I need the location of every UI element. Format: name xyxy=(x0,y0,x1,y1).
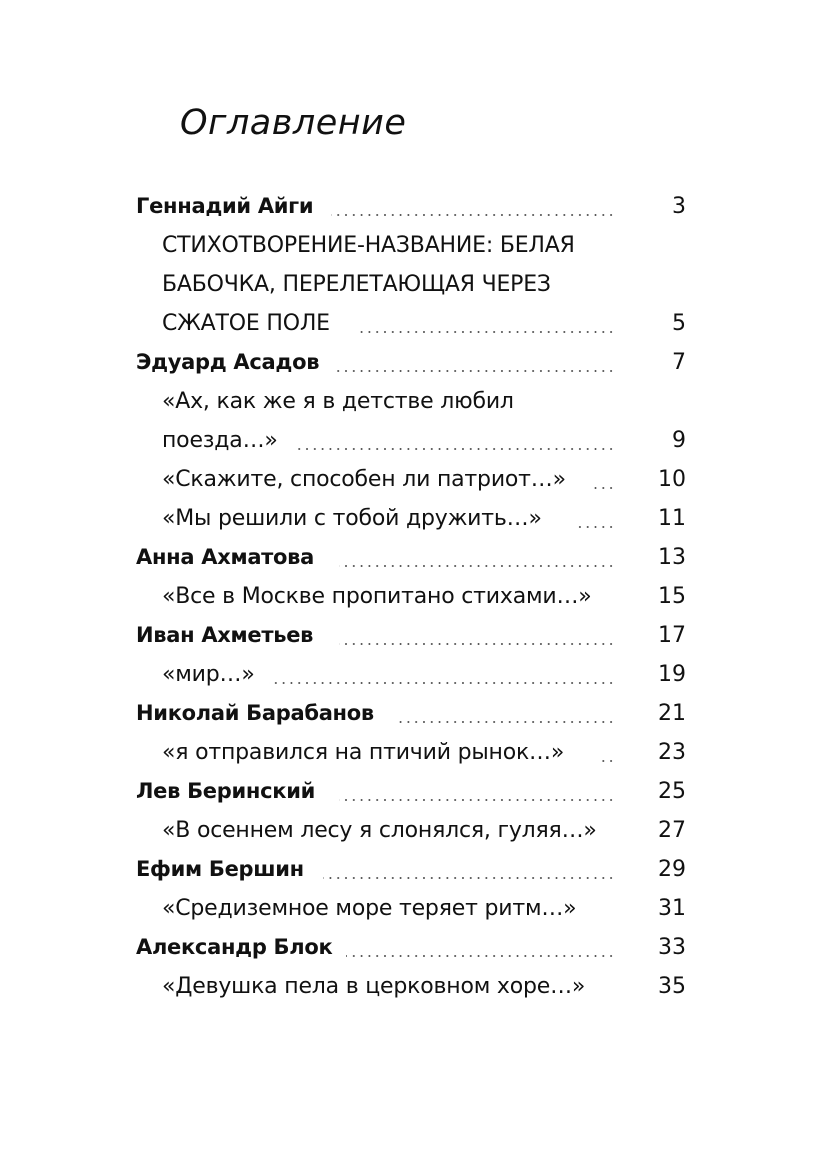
page-number: 15 xyxy=(658,584,686,609)
author-name: Николай Барабанов xyxy=(136,701,374,725)
dot-leader xyxy=(296,421,615,460)
poem-title: «Все в Москве пропитано стихами…» xyxy=(162,584,592,609)
toc-poem-entry xyxy=(136,382,686,421)
dot-leader xyxy=(356,304,615,343)
toc-author-entry[interactable] xyxy=(136,694,686,733)
page-number: 33 xyxy=(658,935,686,960)
dot-leader xyxy=(593,460,615,499)
author-name: Александр Блок xyxy=(136,935,333,959)
poem-title: «Девушка пела в церковном хоре…» xyxy=(162,974,586,999)
page-number: 29 xyxy=(658,857,686,882)
author-name: Геннадий Айги xyxy=(136,194,314,218)
toc-poem-entry xyxy=(136,265,686,304)
toc-poem-entry[interactable] xyxy=(136,499,686,538)
toc-poem-entry[interactable] xyxy=(136,967,686,1006)
dot-leader xyxy=(396,694,615,733)
toc-author-entry[interactable] xyxy=(136,538,686,577)
toc-poem-entry[interactable] xyxy=(136,421,686,460)
toc-author-entry[interactable] xyxy=(136,343,686,382)
poem-title: поезда…» xyxy=(162,428,278,453)
poem-title: БАБОЧКА, ПЕРЕЛЕТАЮЩАЯ ЧЕРЕЗ xyxy=(162,272,551,297)
toc-poem-entry[interactable] xyxy=(136,304,686,343)
author-name: Анна Ахматова xyxy=(136,545,315,569)
page-title: Оглавление xyxy=(180,103,407,143)
toc-poem-entry[interactable] xyxy=(136,811,686,850)
dot-leader xyxy=(576,499,615,538)
poem-title: «В осеннем лесу я слонялся, гуляя…» xyxy=(162,818,597,843)
dot-leader xyxy=(339,616,615,655)
page-number: 5 xyxy=(672,311,686,336)
toc-poem-entry[interactable] xyxy=(136,460,686,499)
poem-title: СЖАТОЕ ПОЛЕ xyxy=(162,311,330,336)
author-name: Эдуард Асадов xyxy=(136,350,320,374)
poem-title: «Средиземное море теряет ритм…» xyxy=(162,896,577,921)
dot-leader xyxy=(601,733,615,772)
toc-author-entry[interactable] xyxy=(136,850,686,889)
dot-leader xyxy=(339,538,615,577)
toc-poem-entry[interactable] xyxy=(136,733,686,772)
author-name: Ефим Бершин xyxy=(136,857,304,881)
dot-leader xyxy=(331,187,615,226)
page-number: 27 xyxy=(658,818,686,843)
page-number: 17 xyxy=(658,623,686,648)
toc-author-entry[interactable] xyxy=(136,187,686,226)
toc-poem-entry xyxy=(136,226,686,265)
toc-poem-entry[interactable] xyxy=(136,655,686,694)
dot-leader xyxy=(339,772,615,811)
poem-title: СТИХОТВОРЕНИЕ-НАЗВАНИЕ: БЕЛАЯ xyxy=(162,233,575,258)
poem-title: «Скажите, способен ли патриот…» xyxy=(162,467,566,492)
toc-author-entry[interactable] xyxy=(136,616,686,655)
toc-author-entry[interactable] xyxy=(136,928,686,967)
page-number: 19 xyxy=(658,662,686,687)
dot-leader xyxy=(334,343,615,382)
page-number: 25 xyxy=(658,779,686,804)
poem-title: «Мы решили с тобой дружить…» xyxy=(162,506,542,531)
toc-poem-entry[interactable] xyxy=(136,577,686,616)
page-number: 23 xyxy=(658,740,686,765)
dot-leader xyxy=(323,850,615,889)
dot-leader xyxy=(269,655,615,694)
page-number: 10 xyxy=(658,467,686,492)
author-name: Лев Беринский xyxy=(136,779,316,803)
table-of-contents xyxy=(136,187,686,1006)
page-number: 13 xyxy=(658,545,686,570)
poem-title: «Ах, как же я в детстве любил xyxy=(162,389,514,414)
author-name: Иван Ахметьев xyxy=(136,623,314,647)
page-number: 35 xyxy=(658,974,686,999)
page-number: 3 xyxy=(672,194,686,219)
toc-poem-entry[interactable] xyxy=(136,889,686,928)
poem-title: «я отправился на птичий рынок…» xyxy=(162,740,565,765)
page-number: 21 xyxy=(658,701,686,726)
page-number: 11 xyxy=(658,506,686,531)
toc-author-entry[interactable] xyxy=(136,772,686,811)
poem-title: «мир…» xyxy=(162,662,255,687)
page-number: 31 xyxy=(658,896,686,921)
dot-leader xyxy=(346,928,615,967)
page-number: 7 xyxy=(672,350,686,375)
page-number: 9 xyxy=(672,428,686,453)
